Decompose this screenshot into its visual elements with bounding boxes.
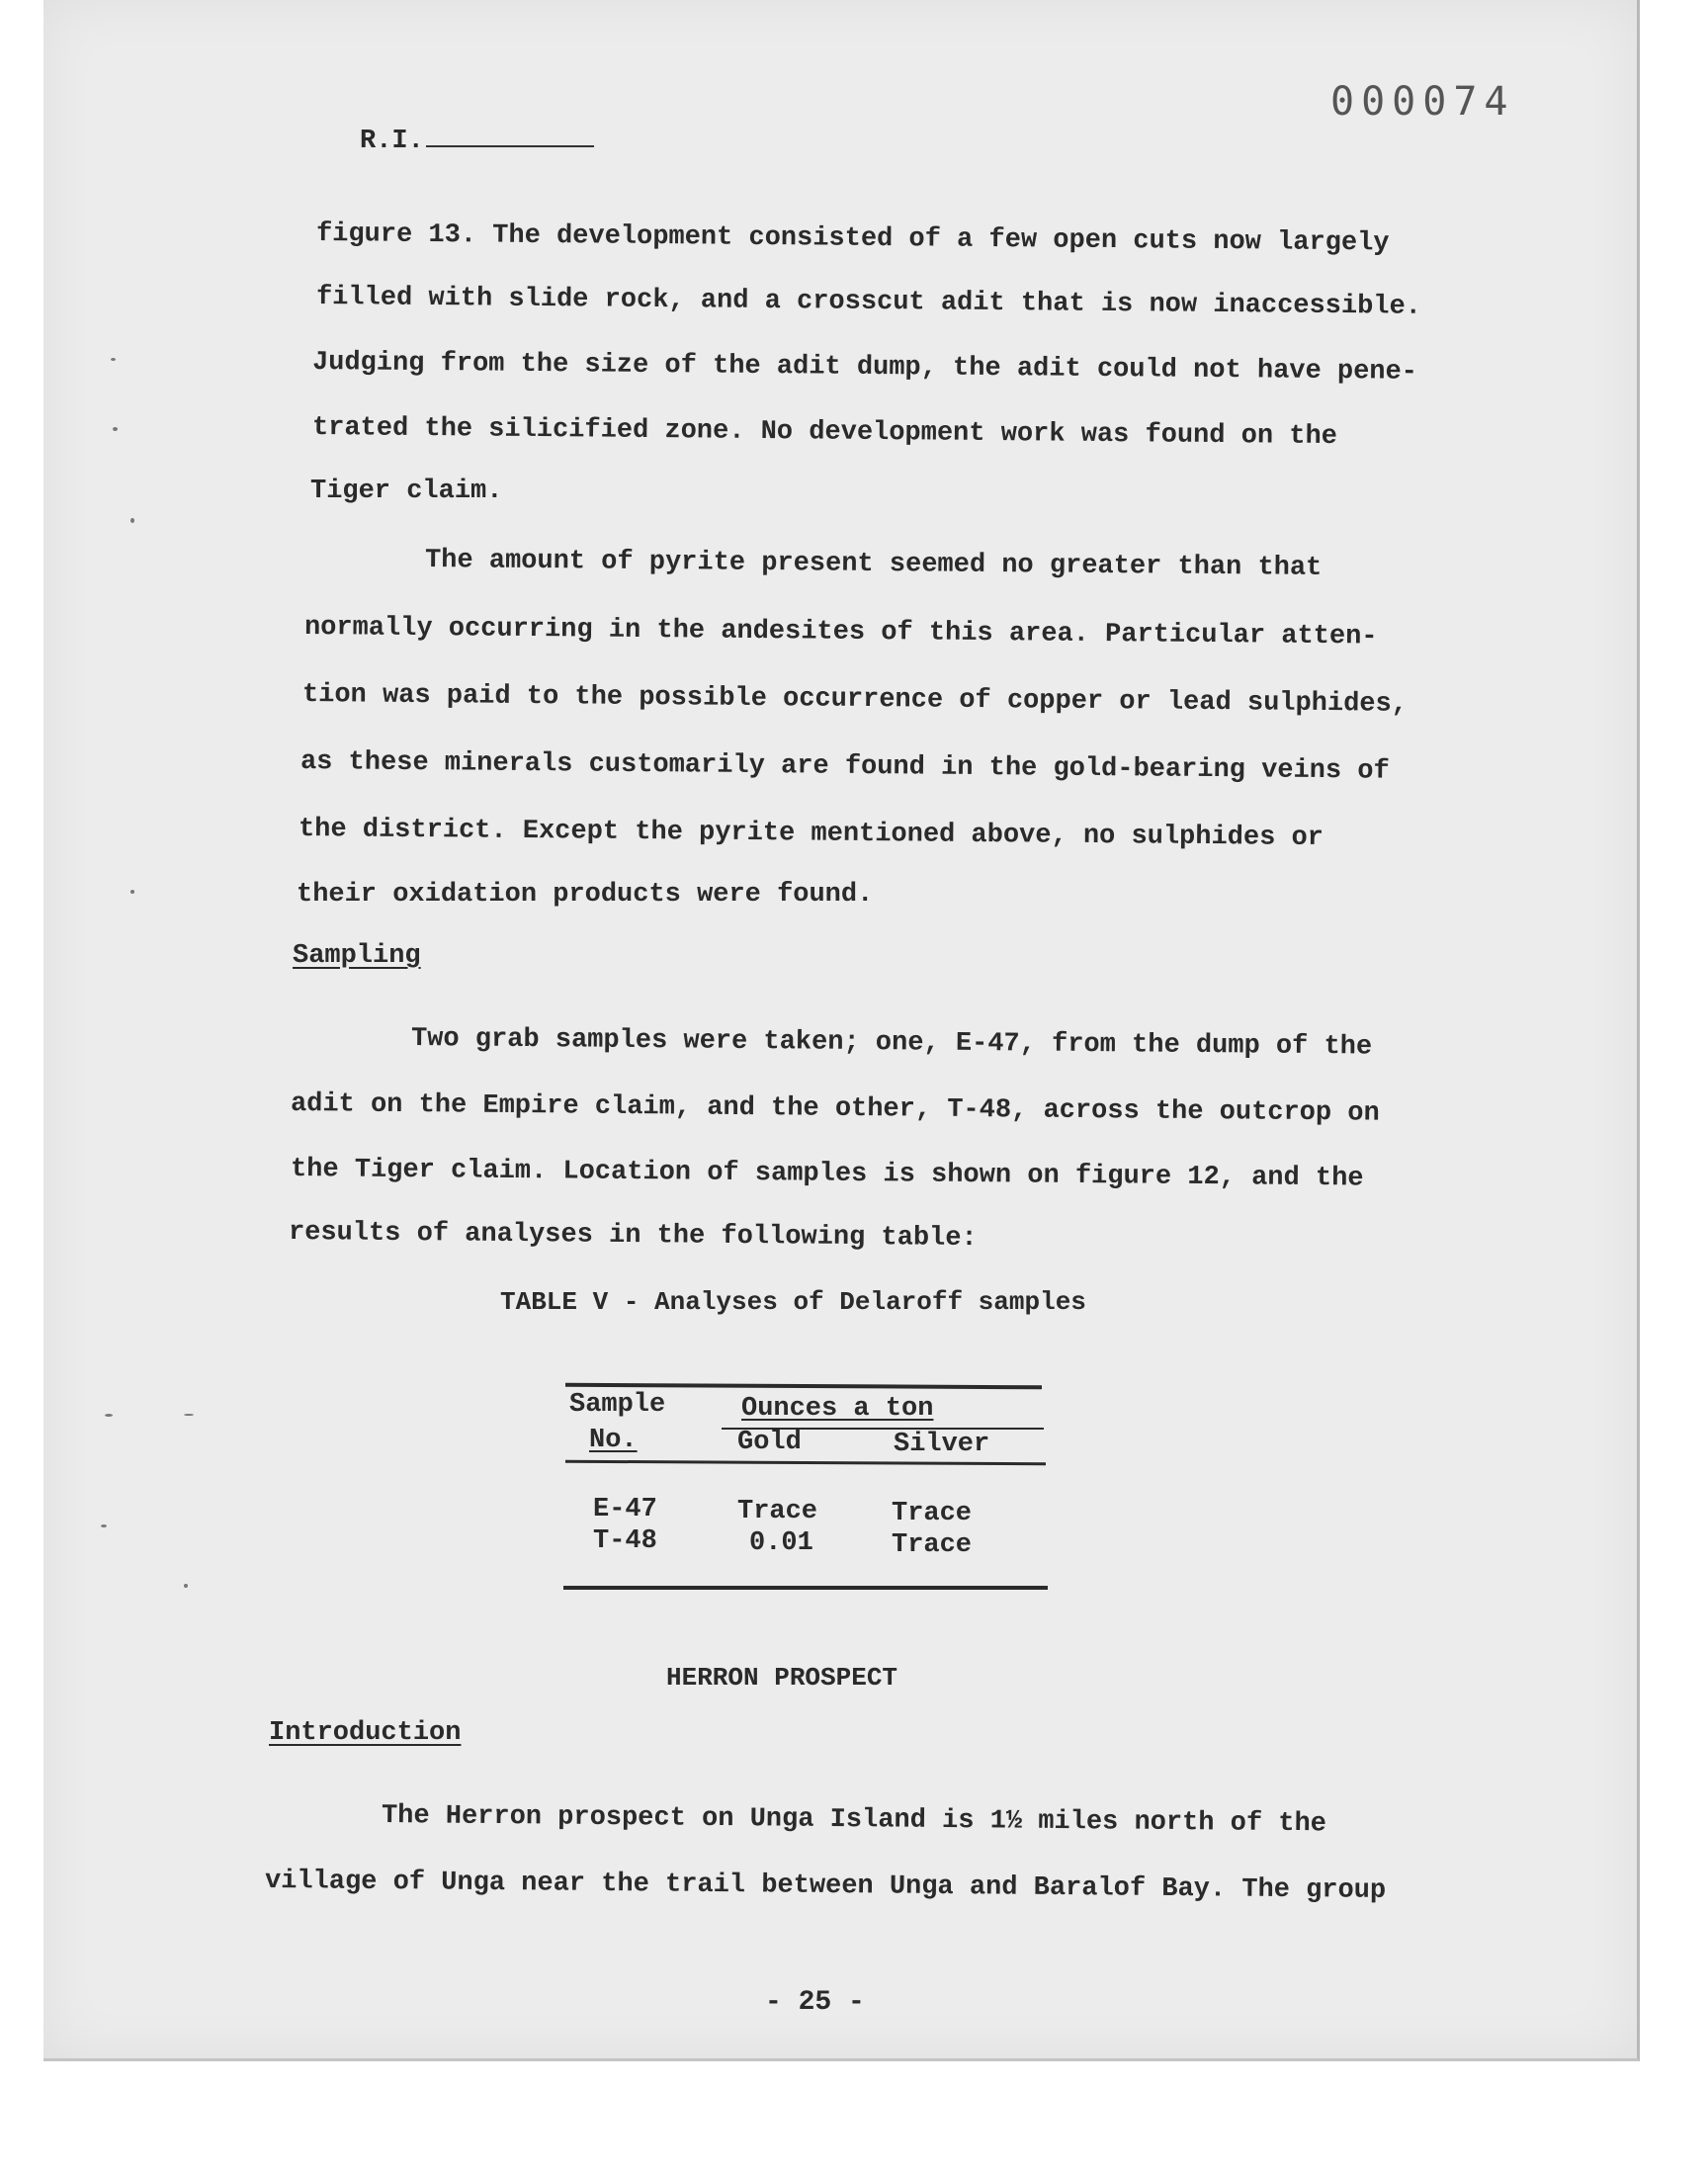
scan-speck (111, 358, 116, 361)
ri-label: R.I. (360, 127, 424, 156)
page-number: - 25 - (765, 1987, 865, 2018)
scan-speck (184, 1584, 188, 1588)
para1-line-5: Tiger claim. (310, 477, 503, 506)
row-1-gold: Trace (737, 1497, 818, 1526)
ri-blank-line (426, 145, 594, 147)
scan-speck (113, 427, 118, 431)
row-2-sample: T-48 (593, 1526, 657, 1556)
para3-line-3: the Tiger claim. Location of samples is shown on figure 12, and the (290, 1155, 1364, 1194)
header-sample: Sample (569, 1390, 666, 1420)
table-bottom-rule (563, 1586, 1048, 1590)
para3-line-2: adit on the Empire claim, and the other, T-48, across the outcrop on (290, 1089, 1380, 1129)
ri-field (360, 127, 594, 156)
header-gold: Gold (737, 1428, 802, 1457)
scan-speck (130, 890, 134, 894)
sampling-heading: Sampling (293, 941, 421, 971)
scan-speck (105, 1414, 113, 1417)
row-1-sample: E-47 (593, 1495, 657, 1524)
section-title: HERRON PROSPECT (666, 1663, 898, 1693)
scan-speck (101, 1524, 107, 1527)
table-caption: TABLE V - Analyses of Delaroff samples (500, 1287, 1086, 1317)
para3-line-4: results of analyses in the following table: (288, 1218, 978, 1255)
table-top-rule (565, 1383, 1042, 1390)
header-bottom-rule (565, 1460, 1046, 1466)
para4-line-1: The Herron prospect on Unga Island is 1½ miles north of the (381, 1801, 1327, 1840)
para2-line-1: The amount of pyrite present seemed no greater than that (424, 546, 1323, 583)
document-page (43, 0, 1640, 2061)
scan-speck (184, 1414, 194, 1416)
row-2-silver: Trace (892, 1530, 973, 1560)
para1-line-3: Judging from the size of the adit dump, the adit could not have pene- (311, 348, 1418, 388)
row-1-silver: Trace (892, 1499, 973, 1528)
para1-line-1: figure 13. The development consisted of a few open cuts now largely (315, 219, 1390, 259)
para4-line-2: village of Unga near the trail between Unga and Baralof Bay. The group (264, 1867, 1387, 1906)
scan-speck (130, 518, 134, 523)
para2-line-3: tion was paid to the possible occurrence of copper or lead sulphides, (301, 680, 1409, 720)
para1-line-4: trated the silicified zone. No development work was found on the (311, 413, 1338, 453)
para3-line-1: Two grab samples were taken; one, E-47, from the dump of the (410, 1024, 1373, 1063)
para1-line-2: filled with slide rock, and a crosscut adit that is now inaccessible. (315, 283, 1422, 322)
para2-line-6: their oxidation products were found. (297, 880, 874, 910)
document-number: 000074 (1330, 79, 1515, 125)
para2-line-4: as these minerals customarily are found in the gold-bearing veins of (299, 747, 1390, 787)
header-sample-no: No. (589, 1426, 638, 1455)
header-silver: Silver (894, 1430, 990, 1459)
para2-line-2: normally occurring in the andesites of this area. Particular atten- (303, 613, 1378, 652)
para2-line-5: the district. Except the pyrite mentioned above, no sulphides or (298, 815, 1324, 854)
introduction-heading: Introduction (269, 1718, 462, 1748)
header-ounces-a-ton: Ounces a ton (741, 1394, 934, 1424)
row-2-gold: 0.01 (749, 1528, 813, 1558)
